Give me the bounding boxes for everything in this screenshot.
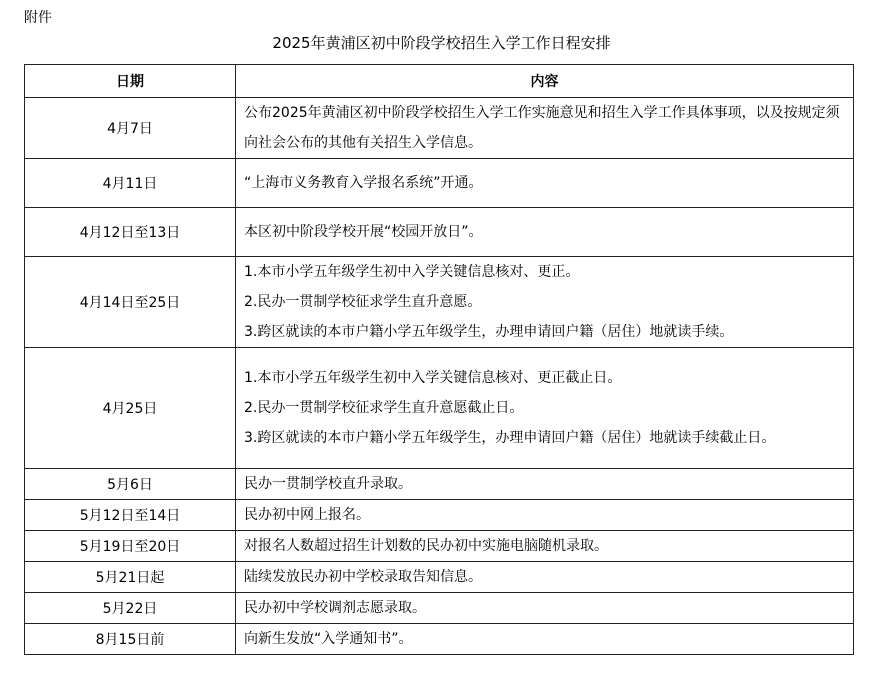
table-row bbox=[25, 500, 854, 531]
table-row bbox=[25, 208, 854, 257]
row-content bbox=[236, 593, 854, 624]
content-line: 对报名人数超过招生计划数的民办初中实施电脑随机录取。 bbox=[244, 538, 608, 554]
content-line: 3.跨区就读的本市户籍小学五年级学生，办理申请回户籍（居住）地就读手续。 bbox=[244, 324, 734, 340]
table-row bbox=[25, 562, 854, 593]
content-line: 1.本市小学五年级学生初中入学关键信息核对、更正截止日。 bbox=[244, 370, 622, 386]
table-row bbox=[25, 624, 854, 655]
row-date: 4月11日 bbox=[25, 159, 236, 208]
row-content bbox=[236, 624, 854, 655]
row-content bbox=[236, 348, 854, 469]
attachment-label: 附件 bbox=[24, 10, 52, 26]
content-line: 陆续发放民办初中学校录取告知信息。 bbox=[244, 569, 482, 585]
table-row bbox=[25, 98, 854, 159]
row-content bbox=[236, 562, 854, 593]
content-line: 3.跨区就读的本市户籍小学五年级学生，办理申请回户籍（居住）地就读手续截止日。 bbox=[244, 430, 776, 446]
row-date: 4月25日 bbox=[25, 348, 236, 469]
table-row bbox=[25, 469, 854, 500]
row-date: 4月7日 bbox=[25, 98, 236, 159]
row-date: 5月6日 bbox=[25, 469, 236, 500]
schedule-table bbox=[24, 64, 854, 655]
content-line: 公布2025年黄浦区初中阶段学校招生入学工作实施意见和招生入学工作具体事项，以及按规定须向社会公布的其他有关招生入学信息。 bbox=[244, 105, 840, 151]
header-date: 日期 bbox=[25, 65, 236, 98]
page-title: 2025年黄浦区初中阶段学校招生入学工作日程安排 bbox=[272, 34, 611, 52]
content-line: 1.本市小学五年级学生初中入学关键信息核对、更正。 bbox=[244, 264, 580, 280]
content-line: “上海市义务教育入学报名系统”开通。 bbox=[244, 175, 483, 191]
table-header-row bbox=[25, 65, 854, 98]
content-line: 向新生发放“入学通知书”。 bbox=[244, 631, 413, 647]
row-content bbox=[236, 469, 854, 500]
table-row bbox=[25, 593, 854, 624]
row-content bbox=[236, 159, 854, 208]
row-content bbox=[236, 531, 854, 562]
row-date: 5月19日至20日 bbox=[25, 531, 236, 562]
table-row bbox=[25, 348, 854, 469]
row-date: 5月21日起 bbox=[25, 562, 236, 593]
table-row bbox=[25, 257, 854, 348]
content-line: 2.民办一贯制学校征求学生直升意愿。 bbox=[244, 294, 482, 310]
row-date: 8月15日前 bbox=[25, 624, 236, 655]
row-date: 4月12日至13日 bbox=[25, 208, 236, 257]
row-content bbox=[236, 208, 854, 257]
row-date: 4月14日至25日 bbox=[25, 257, 236, 348]
row-content bbox=[236, 500, 854, 531]
row-date: 5月22日 bbox=[25, 593, 236, 624]
content-line: 民办初中学校调剂志愿录取。 bbox=[244, 600, 426, 616]
table-row bbox=[25, 159, 854, 208]
content-line: 本区初中阶段学校开展“校园开放日”。 bbox=[244, 224, 483, 240]
content-line: 2.民办一贯制学校征求学生直升意愿截止日。 bbox=[244, 400, 524, 416]
row-date: 5月12日至14日 bbox=[25, 500, 236, 531]
table-row bbox=[25, 531, 854, 562]
content-line: 民办初中网上报名。 bbox=[244, 507, 370, 523]
row-content bbox=[236, 257, 854, 348]
content-line: 民办一贯制学校直升录取。 bbox=[244, 476, 412, 492]
header-content: 内容 bbox=[236, 65, 854, 98]
row-content bbox=[236, 98, 854, 159]
